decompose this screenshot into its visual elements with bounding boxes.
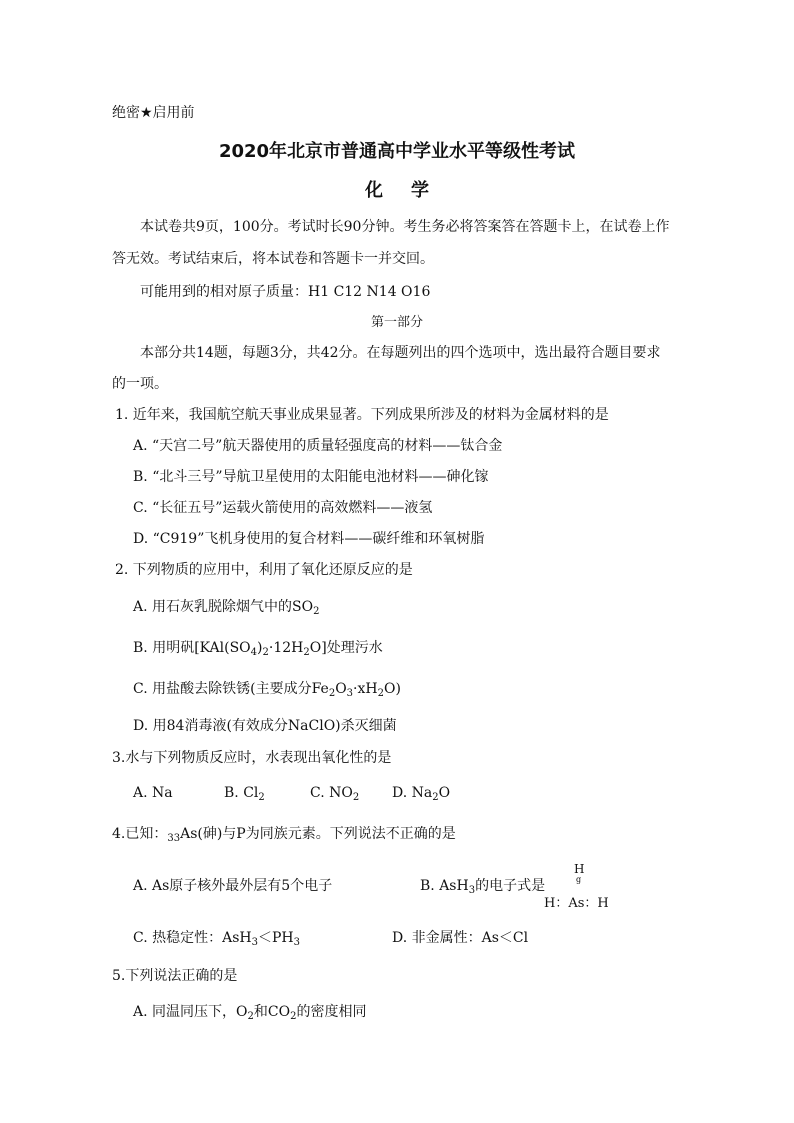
- q4-b-text: B. AsH: [420, 878, 469, 894]
- q2-c-post: O): [383, 681, 401, 697]
- ash3-lewis-structure: [544, 862, 624, 912]
- q3-stem: 3.水与下列物质反应时，水表现出氧化性的是: [112, 750, 392, 766]
- q3-option-b: [224, 784, 265, 802]
- q2-b-mid: ): [257, 640, 263, 656]
- q2-option-d: D. 用84消毒液(有效成分NaClO)杀灭细菌: [133, 718, 397, 734]
- q4-stem: [112, 825, 456, 843]
- q3-d-post: O: [438, 785, 451, 801]
- q4-option-d: D. 非金属性：As＜Cl: [392, 930, 529, 946]
- q2-b-sub3: 2: [303, 647, 310, 658]
- q2-stem: 2. 下列物质的应用中，利用了氧化还原反应的是: [115, 562, 413, 578]
- q2-option-b: [133, 639, 383, 657]
- q1-option-b: B. “北斗三号”导航卫星使用的太阳能电池材料——砷化镓: [133, 469, 489, 485]
- q2-a-sub: 2: [313, 606, 320, 617]
- q2-c-sub2: 3: [346, 688, 354, 699]
- intro-line-1: 本试卷共9页，100分。考试时长90分钟。考生务必将答案答在答题卡上，在试卷上作: [140, 219, 670, 235]
- q3-b-text: B. Cl: [224, 785, 259, 801]
- q4-option-a: A. As原子核外最外层有5个电子: [133, 878, 333, 894]
- q4-option-b: [420, 877, 545, 895]
- q3-c-sub: 2: [352, 792, 360, 803]
- lewis-top-h: H: [574, 862, 585, 876]
- q1-option-a: A. “天宫二号”航天器使用的质量轻强度高的材料——钛合金: [133, 438, 503, 454]
- q2-b-sub1: 4: [250, 647, 258, 658]
- subject-title: 化学: [365, 180, 457, 201]
- q2-c-sub3: 2: [377, 688, 384, 699]
- lewis-row: H：As：H: [544, 896, 609, 911]
- q1-option-d: D. “C919”飞机身使用的复合材料——碳纤维和环氧树脂: [133, 531, 485, 547]
- lewis-dots: g: [576, 875, 582, 884]
- q4-option-c: [133, 929, 300, 947]
- q1-option-c: C. “长征五号”运载火箭使用的高效燃料——液氢: [133, 500, 433, 516]
- secret-mark: 绝密★启用前: [112, 105, 195, 121]
- q2-c-mid: O: [335, 681, 347, 697]
- q2-c-text: C. 用盐酸去除铁锈(主要成分Fe: [133, 681, 329, 697]
- part-heading: 第一部分: [370, 315, 423, 330]
- q4-stem-post: As(砷)与P为同族元素。下列说法不正确的是: [180, 826, 456, 842]
- q3-d-text: D. Na: [392, 785, 433, 801]
- q4-c-mid: ＜PH: [258, 930, 294, 946]
- q2-option-a: [133, 598, 319, 616]
- q1-stem: 1. 近年来，我国航空航天事业成果显著。下列成果所涉及的材料为金属材料的是: [115, 407, 609, 423]
- q2-option-c: [133, 680, 401, 698]
- q5-a-sub2: 2: [290, 1011, 297, 1022]
- exam-title: 2020年北京市普通高中学业水平等级性考试: [218, 141, 576, 162]
- q5-a-text: A. 同温同压下，O: [133, 1004, 248, 1020]
- q2-b-sub2: 2: [262, 647, 269, 658]
- q4-stem-sub: 33: [167, 833, 181, 844]
- q3-option-a: A. Na: [133, 785, 173, 801]
- q3-b-sub: 2: [258, 792, 265, 803]
- q5-option-a: [133, 1003, 366, 1021]
- q2-b-post: O]处理污水: [309, 640, 383, 656]
- q2-c-mid2: ·xH: [353, 681, 378, 697]
- q2-b-text: B. 用明矾[KAl(SO: [133, 640, 251, 656]
- part-desc-line-2: 的一项。: [112, 376, 168, 392]
- q3-d-sub: 2: [432, 792, 439, 803]
- q3-option-c: [310, 784, 359, 802]
- q3-option-d: [392, 784, 450, 802]
- q2-c-sub1: 2: [328, 688, 336, 699]
- q4-b-post: 的电子式是: [475, 878, 546, 894]
- q4-c-sub1: 3: [251, 937, 258, 948]
- part-desc-line-1: 本部分共14题，每题3分，共42分。在每题列出的四个选项中，选出最符合题目要求: [140, 345, 661, 361]
- q5-a-post: 的密度相同: [296, 1004, 367, 1020]
- q5-stem: 5.下列说法正确的是: [112, 968, 238, 984]
- q3-c-text: C. NO: [310, 785, 353, 801]
- q2-a-text: A. 用石灰乳脱除烟气中的SO: [133, 599, 314, 615]
- q5-a-sub1: 2: [247, 1011, 254, 1022]
- q4-c-sub2: 3: [293, 937, 301, 948]
- q4-stem-pre: 4.已知：: [112, 826, 168, 842]
- q5-a-mid: 和CO: [253, 1004, 291, 1020]
- q4-b-sub: 3: [468, 885, 476, 896]
- atomic-masses: 可能用到的相对原子质量：H1 C12 N14 O16: [140, 284, 431, 300]
- q4-c-text: C. 热稳定性：AsH: [133, 930, 252, 946]
- q2-b-mid2: ·12H: [268, 640, 304, 656]
- intro-line-2: 答无效。考试结束后，将本试卷和答题卡一并交回。: [112, 251, 434, 267]
